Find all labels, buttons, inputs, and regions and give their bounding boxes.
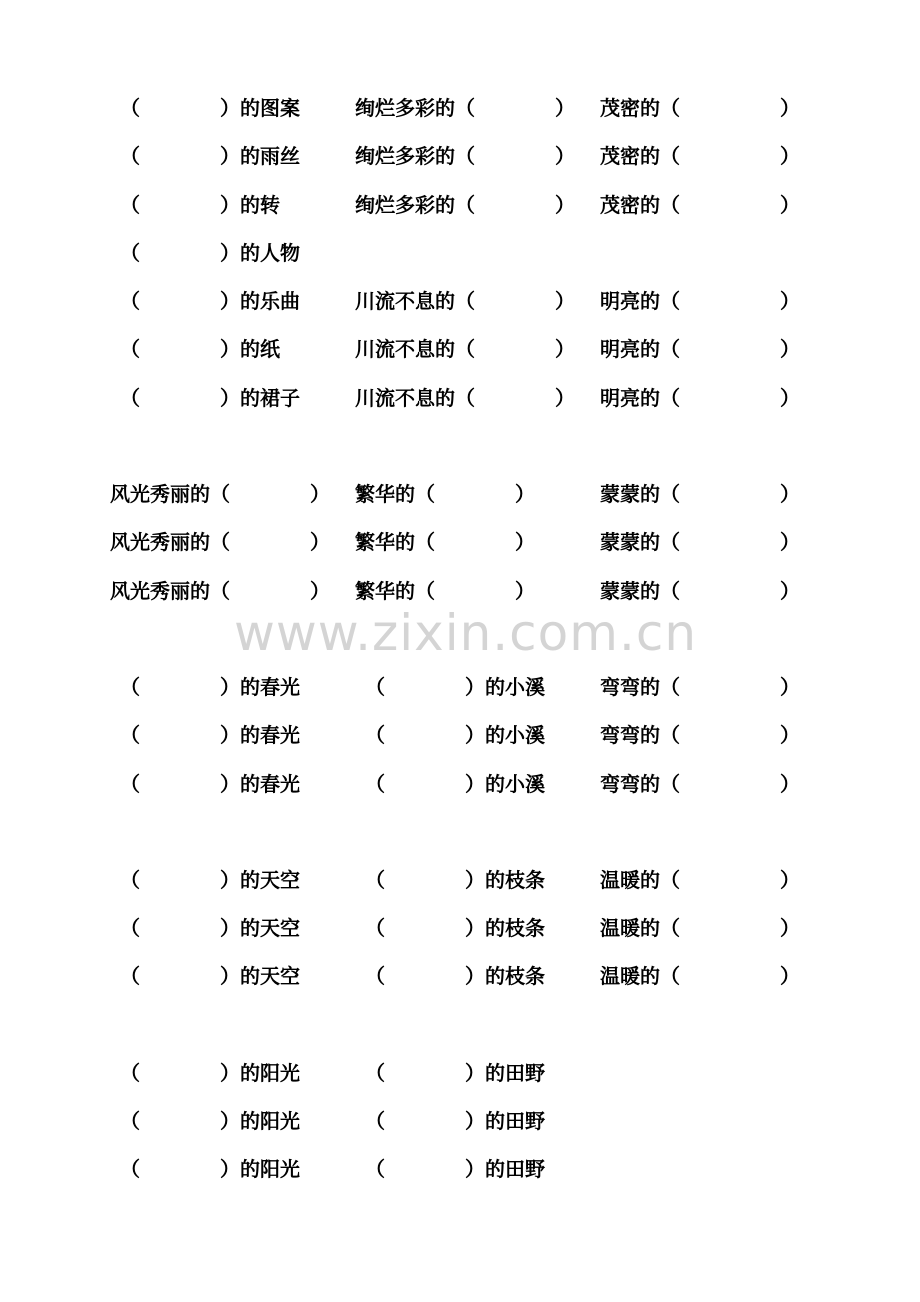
exercise-cell: （ ）的枝条 — [365, 916, 545, 940]
exercise-cell: （ ）的裙子 — [120, 386, 300, 410]
exercise-cell: 繁华的（ ） — [355, 579, 535, 603]
exercise-cell: 繁华的（ ） — [355, 530, 535, 554]
exercise-cell: （ ）的天空 — [120, 964, 300, 988]
exercise-cell: （ ）的枝条 — [365, 868, 545, 892]
exercise-cell: 明亮的（ ） — [600, 289, 800, 313]
exercise-cell: （ ）的阳光 — [120, 1109, 300, 1133]
exercise-cell: 弯弯的（ ） — [600, 772, 800, 796]
exercise-cell: （ ）的田野 — [365, 1061, 545, 1085]
exercise-cell: （ ）的阳光 — [120, 1061, 300, 1085]
exercise-cell: 风光秀丽的（ ） — [110, 579, 330, 603]
exercise-cell: （ ）的阳光 — [120, 1157, 300, 1181]
exercise-cell: （ ）的小溪 — [365, 723, 545, 747]
exercise-cell: 茂密的（ ） — [600, 193, 800, 217]
exercise-cell: 绚烂多彩的（ ） — [355, 193, 575, 217]
exercise-cell: 温暖的（ ） — [600, 868, 800, 892]
exercise-cell: （ ）的小溪 — [365, 772, 545, 796]
exercise-cell: 风光秀丽的（ ） — [110, 482, 330, 506]
exercise-cell: （ ）的枝条 — [365, 964, 545, 988]
exercise-cell: 弯弯的（ ） — [600, 723, 800, 747]
exercise-cell: （ ）的春光 — [120, 675, 300, 699]
exercise-cell: 茂密的（ ） — [600, 96, 800, 120]
exercise-cell: 蒙蒙的（ ） — [600, 530, 800, 554]
exercise-cell: 川流不息的（ ） — [355, 337, 575, 361]
watermark-text: www.zixin.com.cn — [234, 604, 698, 662]
exercise-cell: 明亮的（ ） — [600, 337, 800, 361]
exercise-cell: （ ）的纸 — [120, 337, 280, 361]
exercise-cell: 明亮的（ ） — [600, 386, 800, 410]
exercise-cell: 川流不息的（ ） — [355, 289, 575, 313]
exercise-cell: （ ）的小溪 — [365, 675, 545, 699]
exercise-cell: 绚烂多彩的（ ） — [355, 96, 575, 120]
exercise-cell: （ ）的雨丝 — [120, 144, 300, 168]
exercise-cell: 绚烂多彩的（ ） — [355, 144, 575, 168]
exercise-cell: （ ）的田野 — [365, 1109, 545, 1133]
exercise-cell: 繁华的（ ） — [355, 482, 535, 506]
exercise-cell: 蒙蒙的（ ） — [600, 579, 800, 603]
exercise-cell: （ ）的乐曲 — [120, 289, 300, 313]
exercise-cell: 川流不息的（ ） — [355, 386, 575, 410]
exercise-cell: （ ）的春光 — [120, 772, 300, 796]
exercise-cell: （ ）的天空 — [120, 916, 300, 940]
exercise-cell: 茂密的（ ） — [600, 144, 800, 168]
exercise-cell: （ ）的天空 — [120, 868, 300, 892]
exercise-cell: （ ）的图案 — [120, 96, 300, 120]
exercise-cell: （ ）的转 — [120, 193, 280, 217]
exercise-cell: 温暖的（ ） — [600, 964, 800, 988]
exercise-cell: 蒙蒙的（ ） — [600, 482, 800, 506]
exercise-cell: （ ）的田野 — [365, 1157, 545, 1181]
exercise-cell: 温暖的（ ） — [600, 916, 800, 940]
exercise-cell: 风光秀丽的（ ） — [110, 530, 330, 554]
exercise-cell: （ ）的人物 — [120, 241, 300, 265]
exercise-cell: 弯弯的（ ） — [600, 675, 800, 699]
exercise-cell: （ ）的春光 — [120, 723, 300, 747]
